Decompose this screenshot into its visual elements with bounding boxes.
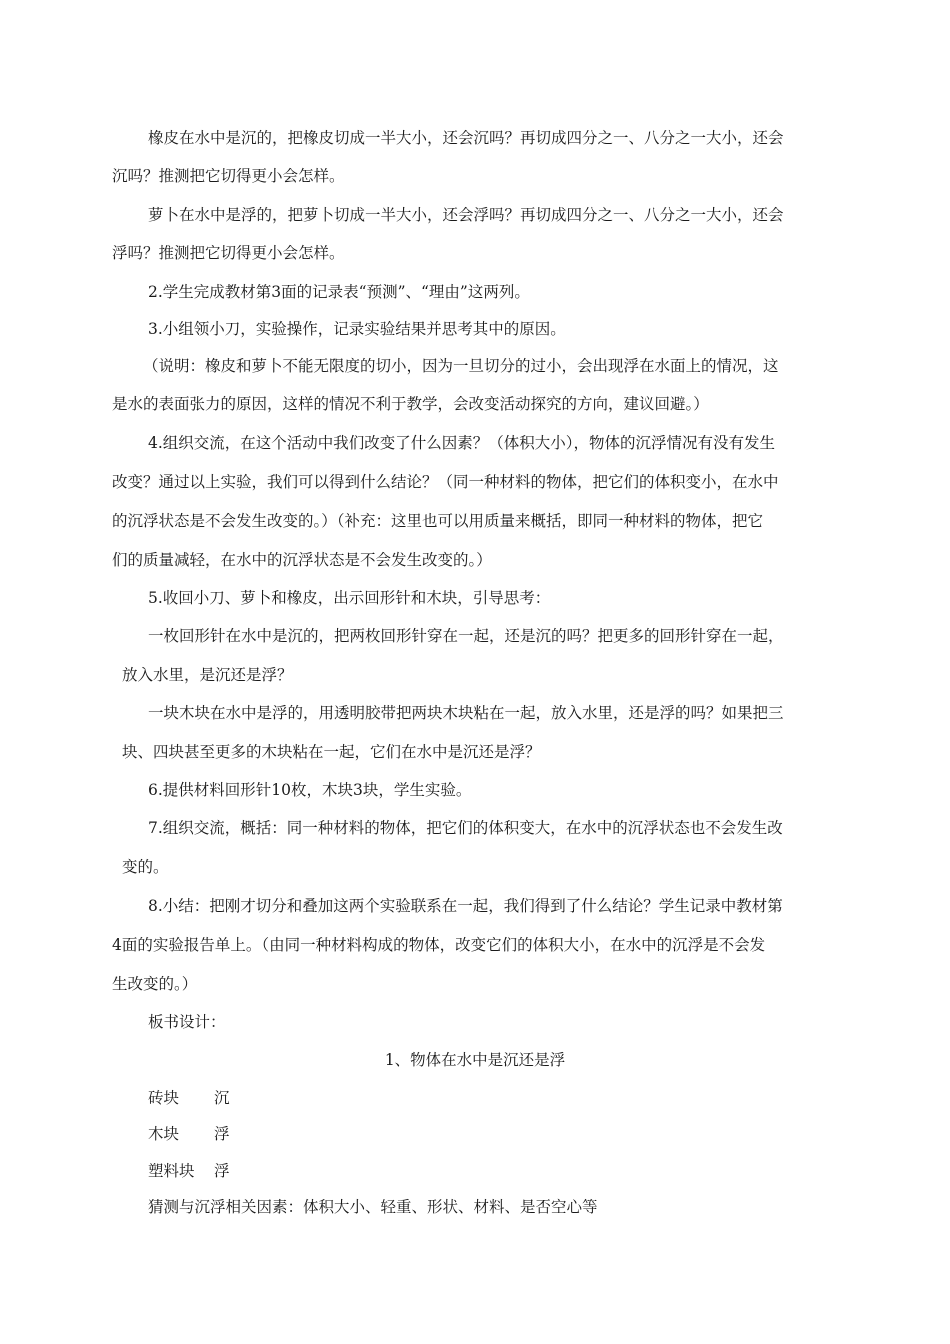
paragraph-line: 4面的实验报告单上。（由同一种材料构成的物体，改变它们的体积大小，在水中的沉浮是不会发 [112,936,766,954]
board-item-state: 沉 [214,1089,230,1107]
board-guess: 猜测与沉浮相关因素：体积大小、轻重、形状、材料、是否空心等 [148,1198,598,1216]
paragraph-line: 是水的表面张力的原因，这样的情况不利于教学，会改变活动探究的方向，建议回避。） [112,395,709,413]
paragraph-line: 的沉浮状态是不会发生改变的。）（补充：这里也可以用质量来概括，即同一种材料的物体，把它 [112,512,764,530]
paragraph-line: （说明：橡皮和萝卜不能无限度的切小，因为一旦切分的过小，会出现浮在水面上的情况，这 [143,357,779,375]
paragraph-line: 改变？通过以上实验，我们可以得到什么结论？（同一种材料的物体，把它们的体积变小，在水中 [112,473,779,491]
paragraph-line: 萝卜在水中是浮的，把萝卜切成一半大小，还会浮吗？再切成四分之一、八分之一大小，还会 [148,206,784,224]
paragraph-line: 8.小结：把刚才切分和叠加这两个实验联系在一起，我们得到了什么结论？学生记录中教材第 [148,897,783,915]
paragraph-line: 4.组织交流，在这个活动中我们改变了什么因素？（体积大小），物体的沉浮情况有没有发生 [148,434,776,452]
board-item-name: 塑料块 [148,1162,195,1180]
paragraph-line: 7.组织交流，概括：同一种材料的物体，把它们的体积变大，在水中的沉浮状态也不会发生改 [148,819,783,837]
board-item-state: 浮 [214,1162,230,1180]
board-heading: 板书设计： [148,1013,226,1031]
paragraph-line: 块、四块甚至更多的木块粘在一起，它们在水中是沉还是浮？ [122,743,541,761]
board-title: 1、物体在水中是沉还是浮 [384,1051,566,1069]
board-item-name: 砖块 [148,1089,180,1107]
paragraph-line: 浮吗？推测把它切得更小会怎样。 [112,244,345,262]
paragraph-line: 橡皮在水中是沉的，把橡皮切成一半大小，还会沉吗？再切成四分之一、八分之一大小，还会 [148,129,784,147]
board-item-name: 木块 [148,1125,180,1143]
paragraph-line: 2.学生完成教材第3面的记录表“预测”、“理由”这两列。 [148,283,530,301]
paragraph-line: 沉吗？推测把它切得更小会怎样。 [112,167,345,185]
paragraph-line: 5.收回小刀、萝卜和橡皮，出示回形针和木块，引导思考： [148,589,551,607]
board-item-state: 浮 [214,1125,230,1143]
paragraph-line: 一块木块在水中是浮的，用透明胶带把两块木块粘在一起，放入水里，还是浮的吗？如果把三 [148,704,784,722]
paragraph-line: 们的质量减轻，在水中的沉浮状态是不会发生改变的。） [112,551,492,569]
paragraph-line: 3.小组领小刀，实验操作，记录实验结果并思考其中的原因。 [148,320,566,338]
paragraph-line: 6.提供材料回形针10枚，木块3块，学生实验。 [148,781,472,799]
paragraph-line: 放入水里，是沉还是浮？ [122,666,293,684]
paragraph-line: 一枚回形针在水中是沉的，把两枚回形针穿在一起，还是沉的吗？把更多的回形针穿在一起， [148,627,784,645]
paragraph-line: 生改变的。） [112,975,198,993]
paragraph-line: 变的。 [122,858,169,876]
